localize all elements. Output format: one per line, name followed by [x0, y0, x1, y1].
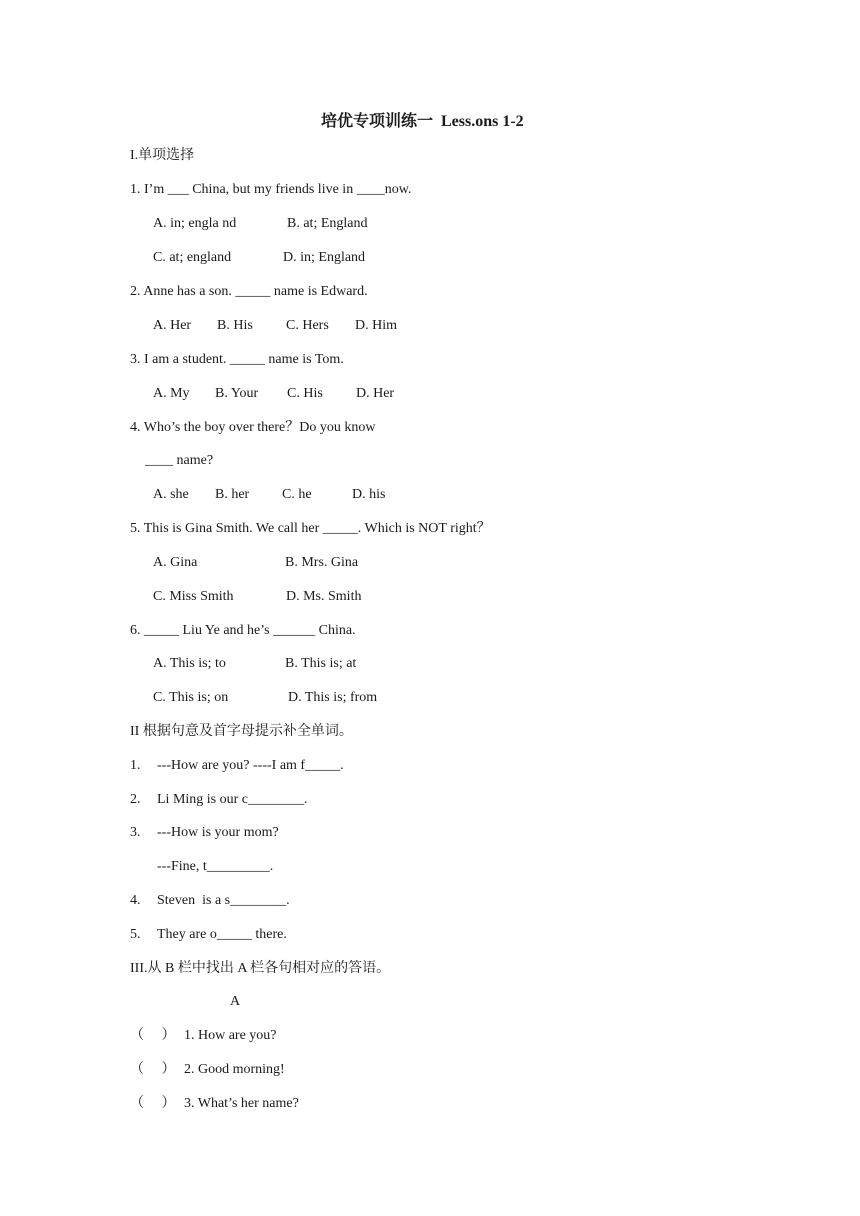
fill-item-3-text: ---How is your mom? [157, 825, 279, 840]
column-a-label: A [230, 994, 241, 1009]
fill-item-2-number: 2. [130, 792, 141, 807]
q3-option-b: B. Your [215, 386, 259, 401]
fill-item-5-number: 5. [130, 927, 141, 942]
q2-option-a: A. Her [153, 318, 192, 333]
q2-option-c: C. Hers [286, 318, 329, 333]
fill-item-3-text-continued: ---Fine, t_________. [157, 859, 274, 874]
question-4-stem-continued: ____ name? [145, 453, 214, 468]
q4-option-d: D. his [352, 487, 386, 502]
q1-option-c: C. at; england [153, 250, 232, 265]
q5-option-b: B. Mrs. Gina [285, 555, 359, 570]
question-2-stem: 2. Anne has a son. _____ name is Edward. [130, 284, 368, 299]
question-5-stem: 5. This is Gina Smith. We call her _____. Which is NOT right？ [130, 521, 491, 536]
q4-option-a: A. she [153, 487, 189, 502]
match-item-2-paren: （ ） [130, 1062, 176, 1077]
section-3-heading: III.从 B 栏中找出 A 栏各句相对应的答语。 [130, 961, 391, 976]
q6-option-b: B. This is; at [285, 656, 357, 671]
question-1-stem: 1. I’m ___ China, but my friends live in ____now. [130, 182, 412, 197]
q2-option-b: B. His [217, 318, 253, 333]
q4-option-b: B. her [215, 487, 250, 502]
section-1-heading: I.单项选择 [130, 148, 195, 163]
q3-option-c: C. His [287, 386, 323, 401]
fill-item-4-text: Steven is a s________. [157, 893, 290, 908]
fill-item-2-text: Li Ming is our c________. [157, 792, 308, 807]
q1-option-b: B. at; England [287, 216, 368, 231]
q6-option-c: C. This is; on [153, 690, 229, 705]
match-item-1-text: 1. How are you? [184, 1028, 277, 1043]
question-3-stem: 3. I am a student. _____ name is Tom. [130, 352, 344, 367]
section-2-heading: II 根据句意及首字母提示补全单词。 [130, 724, 353, 739]
question-6-stem: 6. _____ Liu Ye and he’s ______ China. [130, 623, 356, 638]
fill-item-3-number: 3. [130, 825, 141, 840]
q3-option-d: D. Her [356, 386, 395, 401]
match-item-3-paren: （ ） [130, 1096, 176, 1111]
q1-option-a: A. in; engla nd [153, 216, 237, 231]
q2-option-d: D. Him [355, 318, 397, 333]
q4-option-c: C. he [282, 487, 312, 502]
q1-option-d: D. in; England [283, 250, 366, 265]
match-item-1-paren: （ ） [130, 1028, 176, 1043]
fill-item-4-number: 4. [130, 893, 141, 908]
q5-option-d: D. Ms. Smith [286, 589, 362, 604]
q5-option-a: A. Gina [153, 555, 198, 570]
match-item-2-text: 2. Good morning! [184, 1062, 285, 1077]
q5-option-c: C. Miss Smith [153, 589, 234, 604]
fill-item-1-text: ---How are you? ----I am f_____. [157, 758, 344, 773]
q6-option-d: D. This is; from [288, 690, 378, 705]
page-title: 培优专项训练一 Less.ons 1-2 [321, 113, 524, 130]
question-4-stem: 4. Who’s the boy over there？Do you know [130, 420, 376, 435]
match-item-3-text: 3. What’s her name? [184, 1096, 299, 1111]
q6-option-a: A. This is; to [153, 656, 226, 671]
q3-option-a: A. My [153, 386, 190, 401]
fill-item-1-number: 1. [130, 758, 141, 773]
fill-item-5-text: They are o_____ there. [157, 927, 287, 942]
